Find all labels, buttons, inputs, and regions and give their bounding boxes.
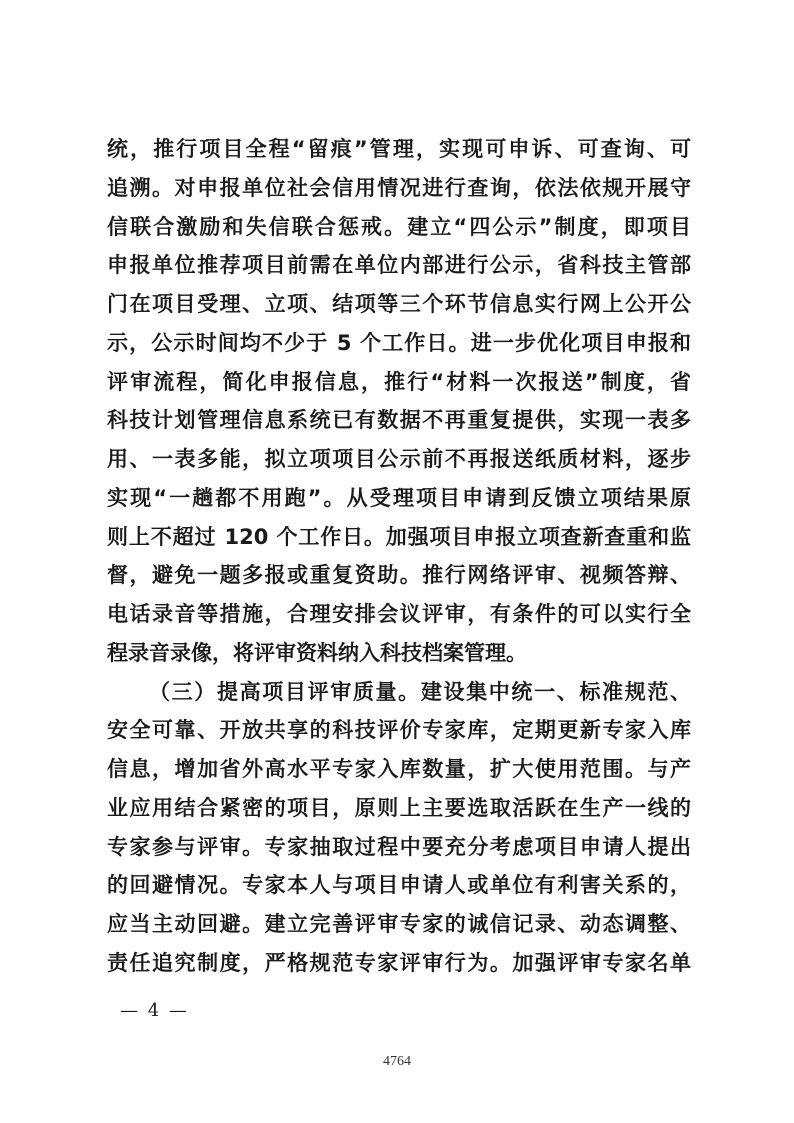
page-number: — 4 —	[120, 1000, 189, 1021]
text-line: 督，避免一题多报或重复资助。推行网络评审、视频答辩、	[107, 563, 691, 588]
text-line: 门在项目受理、立项、结项等三个环节信息实行网上公开公	[107, 292, 691, 316]
text-line: 统，推行项目全程“留痕”管理，实现可申诉、可查询、可	[107, 137, 691, 161]
text-line: 用、一表多能，拟立项项目公示前不再报送纸质材料，逐步	[107, 447, 691, 471]
text-line: 安全可靠、开放共享的科技评价专家库，定期更新专家入库	[107, 718, 691, 743]
text-line: 申报单位推荐项目前需在单位内部进行公示，省科技主管部	[107, 253, 691, 278]
text-line: 的回避情况。专家本人与项目申请人或单位有利害关系的，	[107, 873, 691, 898]
text-line: 评审流程，简化申报信息，推行“材料一次报送”制度，省	[107, 369, 691, 394]
text-line: 业应用结合紧密的项目，原则上主要选取活跃在生产一线的	[107, 795, 691, 820]
body-text	[107, 130, 691, 983]
text-line: 信息，增加省外高水平专家入库数量，扩大使用范围。与产	[107, 757, 691, 781]
text-line: 程录音录像，将评审资料纳入科技档案管理。	[107, 640, 527, 665]
text-line: 追溯。对申报单位社会信用情况进行查询，依法依规开展守	[107, 175, 691, 200]
text-line: 则上不超过 120 个工作日。加强项目申报立项查新查重和监	[107, 524, 691, 549]
text-line: 电话录音等措施，合理安排会议评审，有条件的可以实行全	[107, 602, 691, 626]
text-line: 应当主动回避。建立完善评审专家的诚信记录、动态调整、	[107, 912, 691, 936]
text-line: 信联合激励和失信联合惩戒。建立“四公示”制度，即项目	[107, 214, 691, 239]
text-line: 专家参与评审。专家抽取过程中要充分考虑项目申请人提出	[107, 834, 691, 859]
footer-number: 4764	[383, 1054, 411, 1069]
text-line: 实现“一趟都不用跑”。从受理项目申请到反馈立项结果原	[107, 485, 691, 510]
section-heading-line: （三）提高项目评审质量。建设集中统一、标准规范、	[149, 679, 691, 704]
text-line: 科技计划管理信息系统已有数据不再重复提供，实现一表多	[107, 408, 691, 433]
text-line: 示，公示时间均不少于 5 个工作日。进一步优化项目申报和	[107, 330, 691, 355]
text-line: 责任追究制度，严格规范专家评审行为。加强评审专家名单	[107, 950, 691, 975]
